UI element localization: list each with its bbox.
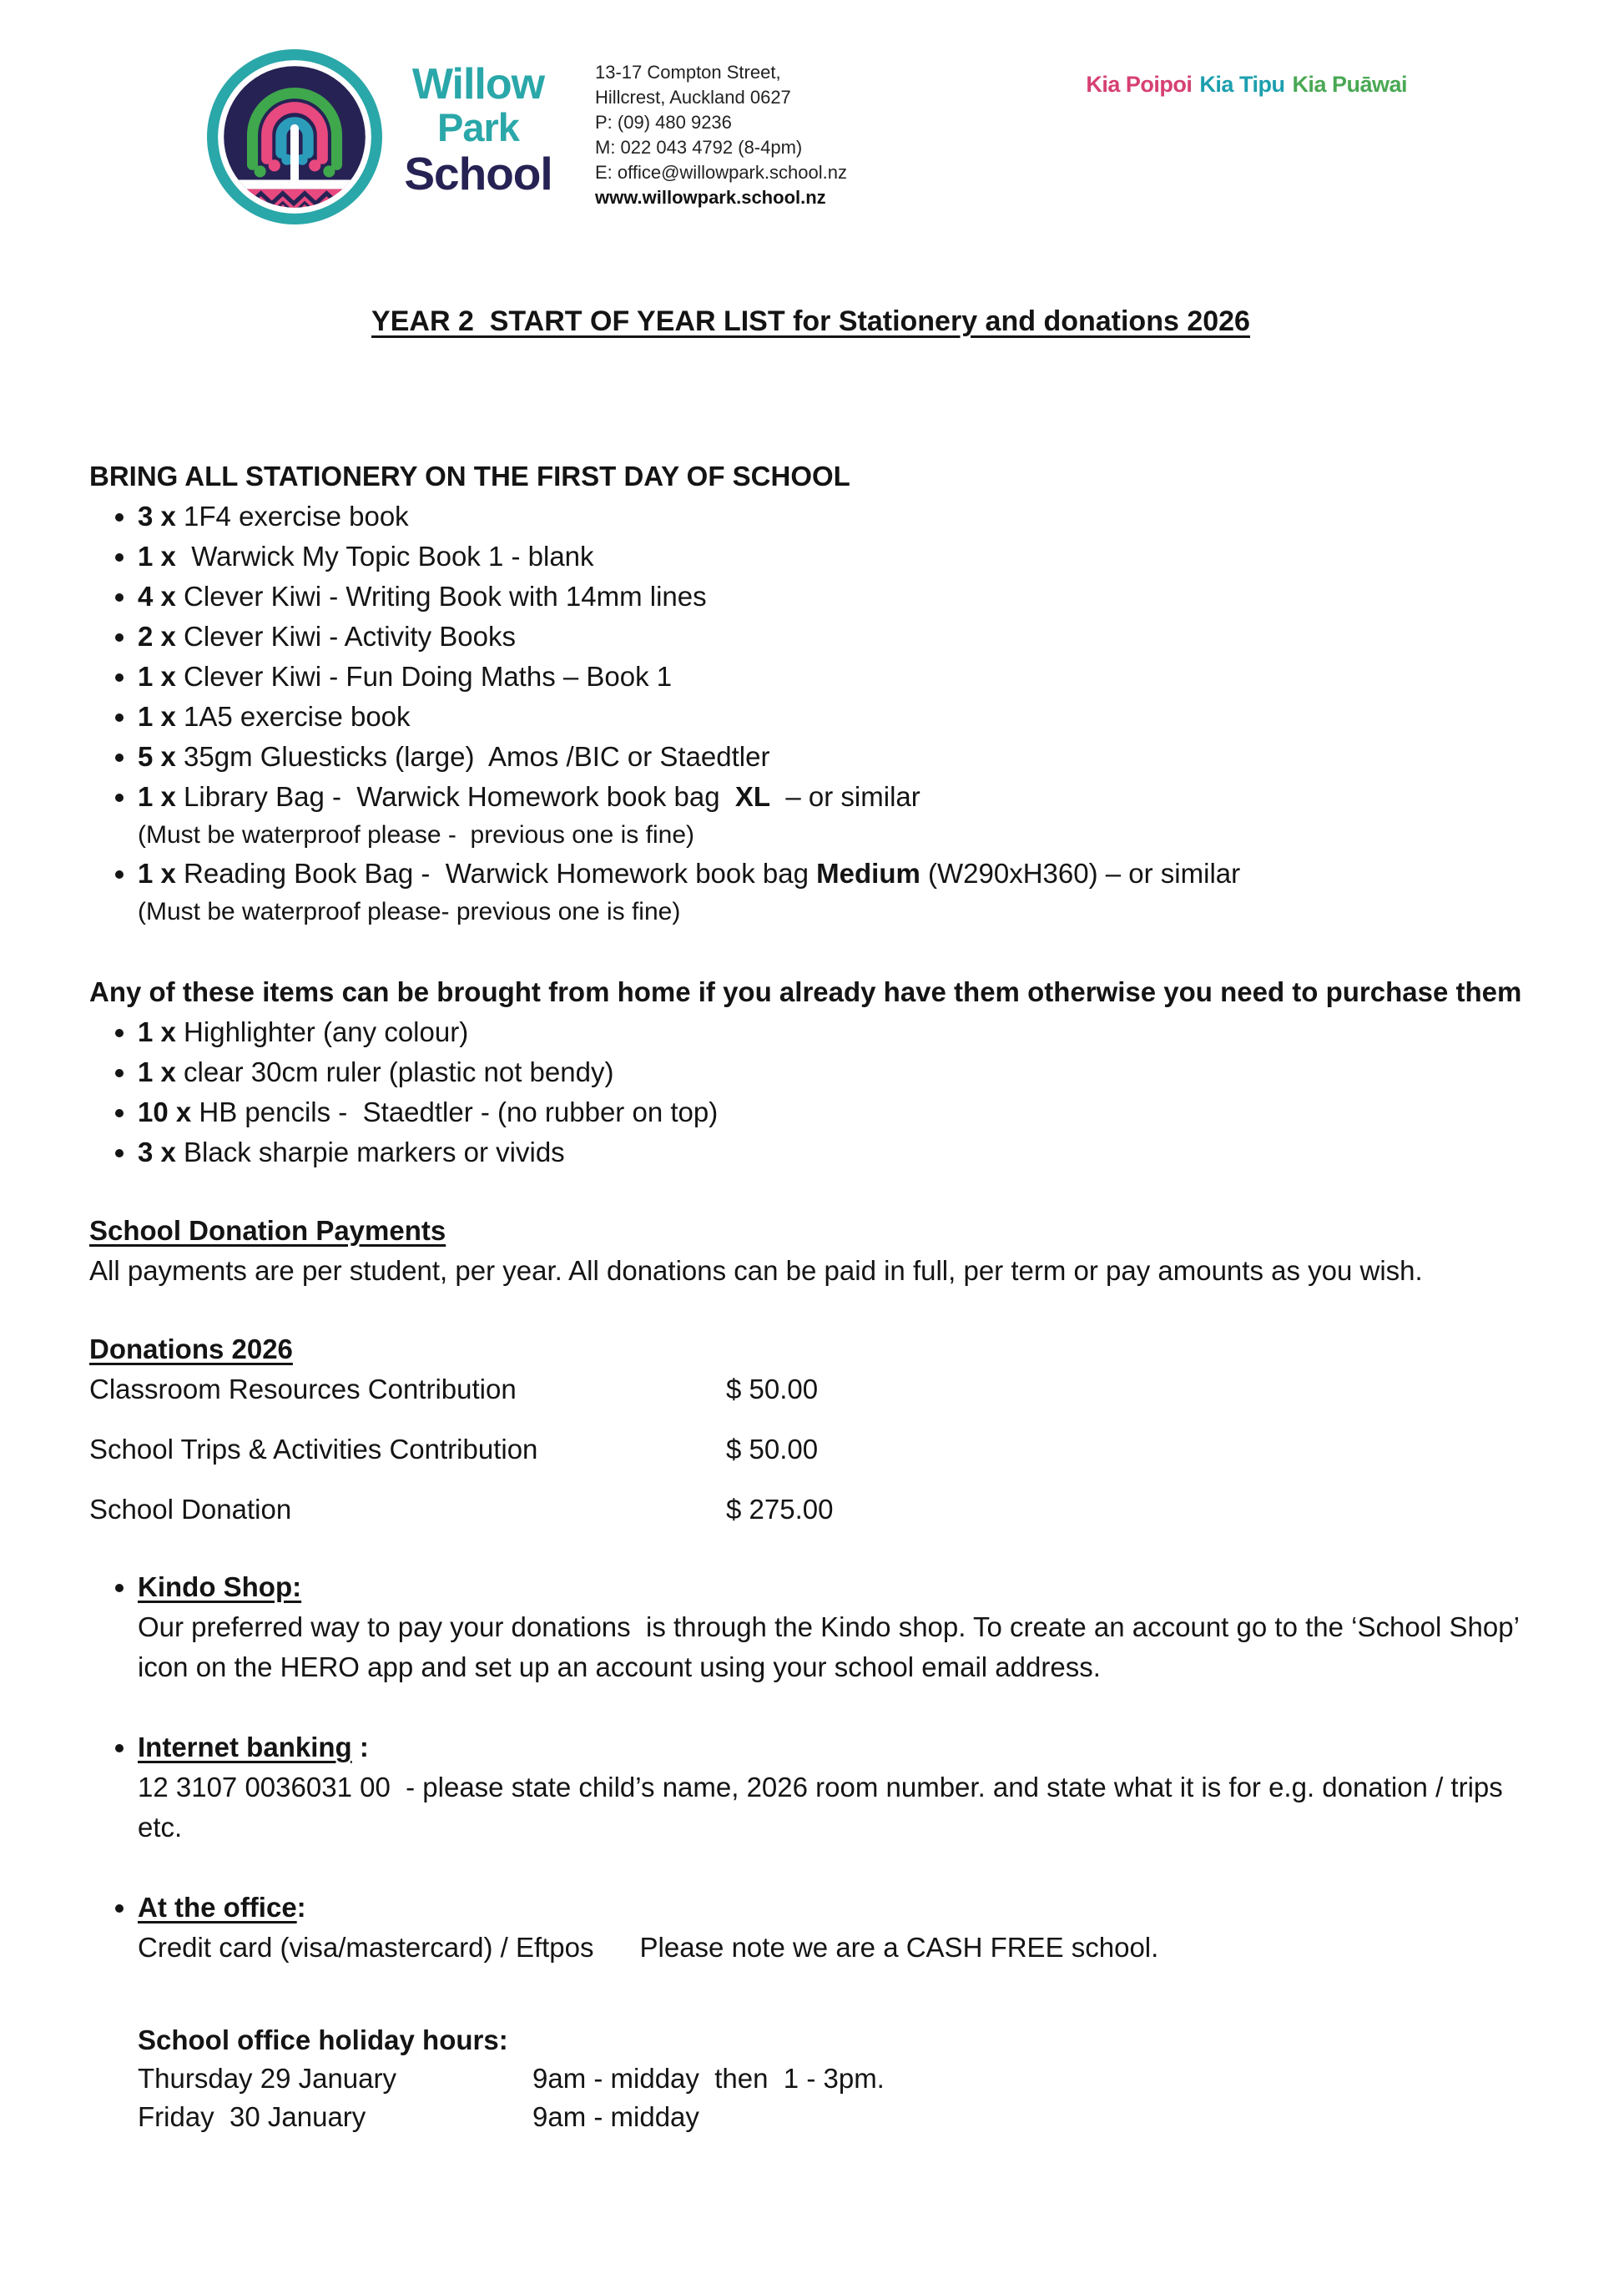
donation-payments-body: All payments are per student, per year. All donations can be paid in full, per term or pay amounts as you wish. [89, 1255, 1423, 1286]
item-note: (Must be waterproof please- previous one is fine) [138, 898, 681, 925]
list-item-text: 1 x Highlighter (any colour) [138, 1016, 469, 1047]
list-item [138, 854, 1532, 930]
list-item [138, 657, 1532, 697]
list-item [138, 1052, 1532, 1092]
school-motto [1086, 72, 1407, 98]
hours-time: 9am - midday [532, 2101, 699, 2132]
list-item-text: 2 x Clever Kiwi - Activity Books [138, 621, 516, 652]
list-item [138, 777, 1532, 854]
hours-time: 9am - midday then 1 - 3pm. [532, 2063, 885, 2094]
stationery-list [89, 497, 1532, 930]
donation-amount: $ 50.00 [726, 1374, 819, 1404]
website: www.willowpark.school.nz [595, 187, 826, 208]
list-item-text: 1 x clear 30cm ruler (plastic not bendy) [138, 1056, 614, 1087]
payment-method-title: • Internet banking : [138, 1732, 369, 1762]
list-item [138, 1012, 1532, 1052]
home-items-heading: Any of these items can be brought from home if you already have them otherwise you need to purchase them [89, 976, 1522, 1007]
list-item-text: 5 x 35gm Gluesticks (large) Amos /BIC or Staedtler [138, 741, 770, 772]
list-item [138, 577, 1532, 617]
payment-method [138, 1727, 1532, 1848]
payment-method-body: Credit card (visa/mastercard) / Eftpos Please note we are a CASH FREE school. [138, 1932, 1159, 1963]
hours-row [138, 2098, 1532, 2136]
donation-label: School Donation [89, 1494, 292, 1525]
payment-method-body: Our preferred way to pay your donations is through the Kindo shop. To create an account go to the ‘School Shop’ icon on the HERO app and set up an account using your school email address. [138, 1611, 1526, 1682]
list-item [138, 1092, 1532, 1132]
list-item-text: 1 x 1A5 exercise book [138, 701, 411, 732]
list-item-text: 3 x Black sharpie markers or vivids [138, 1137, 565, 1167]
donation-row [89, 1369, 1532, 1409]
donation-label: Classroom Resources Contribution [89, 1374, 517, 1404]
list-item [138, 1132, 1532, 1172]
payment-method-body: 12 3107 0036031 00 - please state child’s name, 2026 room number. and state what it is for e.g. donation / trips etc. [138, 1772, 1519, 1843]
address-line1: 13-17 Compton Street, [595, 62, 781, 83]
list-item [138, 537, 1532, 577]
list-item [138, 697, 1532, 737]
office-hours-rows [138, 2060, 1532, 2136]
letterhead [89, 48, 1532, 225]
list-item-text: 3 x 1F4 exercise book [138, 501, 409, 532]
motto-part: Kia Puāwai [1292, 72, 1407, 97]
donation-amount: $ 275.00 [726, 1494, 834, 1525]
page-title: YEAR 2 START OF YEAR LIST for Stationery and donations 2026 [371, 305, 1250, 337]
list-item [138, 497, 1532, 537]
school-logo [206, 48, 383, 225]
item-note: (Must be waterproof please - previous one is fine) [138, 821, 694, 849]
arch-dot [255, 165, 266, 177]
donations-heading: Donations 2026 [89, 1334, 293, 1364]
phone: P: (09) 480 9236 [595, 112, 732, 133]
list-item-text: 1 x Warwick My Topic Book 1 - blank [138, 541, 594, 572]
list-item-text: 4 x Clever Kiwi - Writing Book with 14mm lines [138, 581, 707, 612]
motto-part: Kia Poipoi [1086, 72, 1193, 97]
school-name-line: Willow [411, 60, 545, 108]
school-name [383, 62, 573, 199]
payment-method-title: • At the office: [138, 1892, 306, 1923]
hours-day: Thursday 29 January [138, 2063, 397, 2094]
list-item-text: 1 x Reading Book Bag - Warwick Homework book bag Medium (W290xH360) – or similar [138, 858, 1241, 889]
donation-label: School Trips & Activities Contribution [89, 1434, 538, 1465]
payment-methods-list [89, 1567, 1532, 1968]
list-item-text: 10 x HB pencils - Staedtler - (no rubber on top) [138, 1097, 719, 1127]
hours-day: Friday 30 January [138, 2101, 366, 2132]
office-hours-heading: School office holiday hours: [138, 2024, 508, 2055]
mobile: M: 022 043 4792 (8-4pm) [595, 137, 803, 158]
donation-row [89, 1490, 1532, 1530]
arch-dot [323, 165, 335, 177]
contact-block [595, 60, 847, 210]
stationery-heading: BRING ALL STATIONERY ON THE FIRST DAY OF SCHOOL [89, 461, 850, 492]
school-name-line: Park [437, 105, 519, 149]
list-item-text: 1 x Clever Kiwi - Fun Doing Maths – Book 1 [138, 661, 673, 692]
payment-method-title: • Kindo Shop: [138, 1571, 302, 1602]
donation-row [89, 1429, 1532, 1470]
donation-payments-heading: School Donation Payments [89, 1215, 446, 1246]
arch-dot [309, 159, 320, 171]
donation-amount: $ 50.00 [726, 1434, 819, 1465]
list-item-text: 1 x Library Bag - Warwick Homework book bag XL – or similar [138, 781, 920, 812]
hours-row [138, 2060, 1532, 2098]
list-item [138, 617, 1532, 657]
email: E: office@willowpark.school.nz [595, 162, 847, 183]
arch-dot [269, 159, 280, 171]
donation-rows [89, 1369, 1532, 1530]
motto-part: Kia Tipu [1199, 72, 1285, 97]
address-line2: Hillcrest, Auckland 0627 [595, 87, 791, 108]
payment-method [138, 1888, 1532, 1968]
school-logo-image [206, 48, 383, 225]
payment-method [138, 1567, 1532, 1687]
logo-trunk [290, 124, 299, 184]
office-hours [138, 2021, 1532, 2136]
list-item [138, 737, 1532, 777]
school-name-line: School [404, 148, 552, 199]
home-items-list [89, 1012, 1532, 1172]
